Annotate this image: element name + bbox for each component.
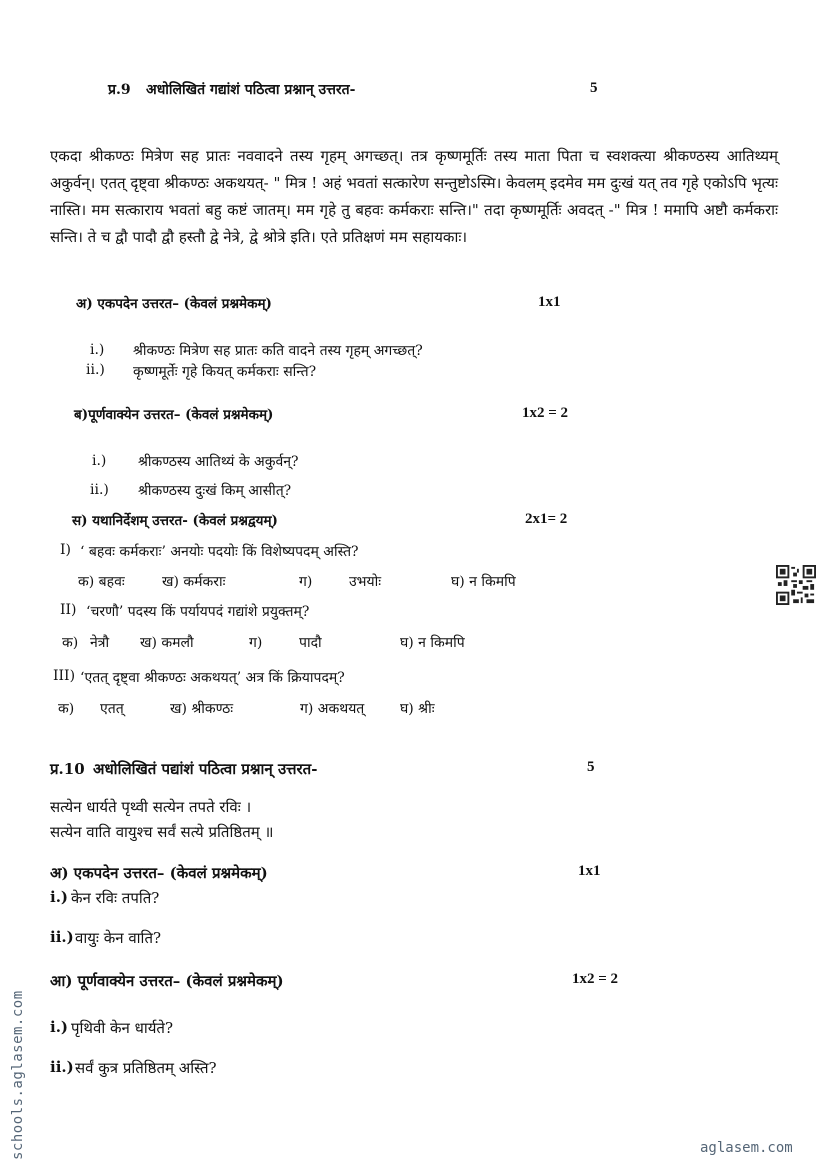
q9-section-b-label: ब)पूर्णवाक्येन उत्तरत– (केवलं प्रश्नमेकम्) [74,407,274,423]
q10-a-q2-num: ii.) [50,928,74,946]
q9-a-q2-num: ii.) [86,362,105,378]
q9-b-q1-num: i.) [92,453,107,469]
q10-a-q1-num: i.) [50,888,69,906]
q9-c-q3-option: घ) श्रीः [400,701,435,717]
bottom-watermark: aglasem.com [700,1140,793,1156]
side-watermark: schools.aglasem.com [10,990,26,1160]
q9-section-b-marks: 1x2 = 2 [522,405,569,421]
q10-b-q1-text: पृथिवी केन धार्यते? [71,1019,173,1037]
q9-b-q2-text: श्रीकण्ठस्य दुःखं किम् आसीत्? [138,483,292,499]
q9-c-q3-num: III) [53,668,76,684]
q9-c-q1-option: ख) कर्मकराः [162,574,226,590]
q10-marks: 5 [587,759,595,775]
q9-c-q2-option: ग) [249,635,263,651]
q9-c-q1-option: उभयोः [349,574,382,590]
q9-c-q2-option: पादौ [299,635,322,651]
q9-c-q2-option: क) [62,635,79,651]
q9-c-q1-option: ग) [299,574,313,590]
q10-section-a-marks: 1x1 [578,863,601,879]
q9-c-q3-option: ग) अकथयत् [300,701,365,717]
q9-b-q2-num: ii.) [90,482,109,498]
q9-number: प्र.9 [108,82,131,98]
q10-a-q2-text: वायुः केन वाति? [75,929,162,947]
q9-passage: एकदा श्रीकण्ठः मित्रेण सह प्रातः नववादने तस्य गृहम् अगच्छत्। तत्र कृष्णमूर्तिः तस्य माता पिता च स्वशक्त्या श्रीकण्ठस्य आतिथ्यम् अकुर्वन्। एतत् दृष्ट्वा श्रीकण्ठः अकथयत्- " मित्र ! अहं भवतां सत्कारेण सन्तुष्टोऽस्मि। केवलम् इदमेव मम दुःखं यत् तव गृहे एकोऽपि भृत्यः नास्ति। मम सत्काराय भवतां बहु कष्टं जातम्। मम गृहे तु बहवः कर्मकराः सन्ति।" तदा कृष्णमूर्तिः अवदत् -" मित्र ! ममापि अष्टौ कर्मकराः सन्ति। ते च द्वौ पादौ द्वौ हस्तौ द्वे नेत्रे, द्वे श्रोत्रे इति। एते प्रतिक्षणं मम सहायकाः। [50,147,778,246]
q9-c-q2-option: घ) न किमपि [400,635,465,651]
q9-c-q3-option: क) [58,701,75,717]
q9-b-q1-text: श्रीकण्ठस्य आतिथ्यं के अकुर्वन्? [138,454,299,470]
q9-c-q2-text: ‘चरणौ’ पदस्य किं पर्यायपदं गद्यांशे प्रयुक्तम्? [86,604,310,620]
q10-section-a-label: अ) एकपदेन उत्तरत– (केवलं प्रश्नमेकम्) [50,864,268,882]
q10-section-b-label: आ) पूर्णवाक्येन उत्तरत– (केवलं प्रश्नमेकम्) [50,972,284,990]
q9-a-q1-num: i.) [90,342,105,358]
q10-b-q2-num: ii.) [50,1058,74,1076]
q9-c-q2-option: ख) कमलौ [140,635,194,651]
q10-instruction: अधोलिखितं पद्यांशं पठित्वा प्रश्नान् उत्तरत- [93,760,318,778]
q9-c-q3-text: ‘एतत् दृष्ट्वा श्रीकण्ठः अकथयत्’ अत्र किं क्रियापदम्? [80,670,345,686]
q9-section-c-label: स) यथानिर्देशम् उत्तरत- (केवलं प्रश्नद्वयम्) [72,513,278,529]
q9-c-q1-num: I) [60,542,71,558]
q9-section-c-marks: 2x1= 2 [525,511,568,527]
q9-a-q1-text: श्रीकण्ठः मित्रेण सह प्रातः कति वादने तस्य गृहम् अगच्छत्? [133,343,423,359]
q9-c-q1-text: ‘ बहवः कर्मकराः’ अनयोः पदयोः किं विशेष्यपदम् अस्ति? [80,544,359,560]
qr-code-icon [776,565,816,605]
q9-c-q1-option: क) बहवः [78,574,125,590]
q9-c-q2-option: नेत्रौ [90,635,110,651]
q9-section-a-marks: 1x1 [538,294,561,310]
q10-verse-line-1: सत्येन धार्यते पृथ्वी सत्येन तपते रविः । [50,798,252,816]
q9-a-q2-text: कृष्णमूर्तेः गृहे कियत् कर्मकराः सन्ति? [133,364,317,380]
q10-b-q2-text: सर्वं कुत्र प्रतिष्ठितम् अस्ति? [75,1059,217,1077]
q9-instruction: अधोलिखितं गद्यांशं पठित्वा प्रश्नान् उत्तरत- [146,82,356,98]
q10-a-q1-text: केन रविः तपति? [71,889,160,907]
q9-c-q3-option: एतत् [100,701,124,717]
q9-c-q3-option: ख) श्रीकण्ठः [170,701,234,717]
q9-c-q2-num: II) [60,602,77,618]
q9-section-a-label: अ) एकपदेन उत्तरत– (केवलं प्रश्नमेकम्) [76,296,272,312]
q10-section-b-marks: 1x2 = 2 [572,971,619,987]
q10-number: प्र.10 [50,760,85,778]
q9-c-q1-option: घ) न किमपि [451,574,516,590]
q9-marks: 5 [590,80,598,96]
q10-verse-line-2: सत्येन वाति वायुश्च सर्वं सत्ये प्रतिष्ठितम् ॥ [50,823,274,841]
q10-b-q1-num: i.) [50,1018,69,1036]
